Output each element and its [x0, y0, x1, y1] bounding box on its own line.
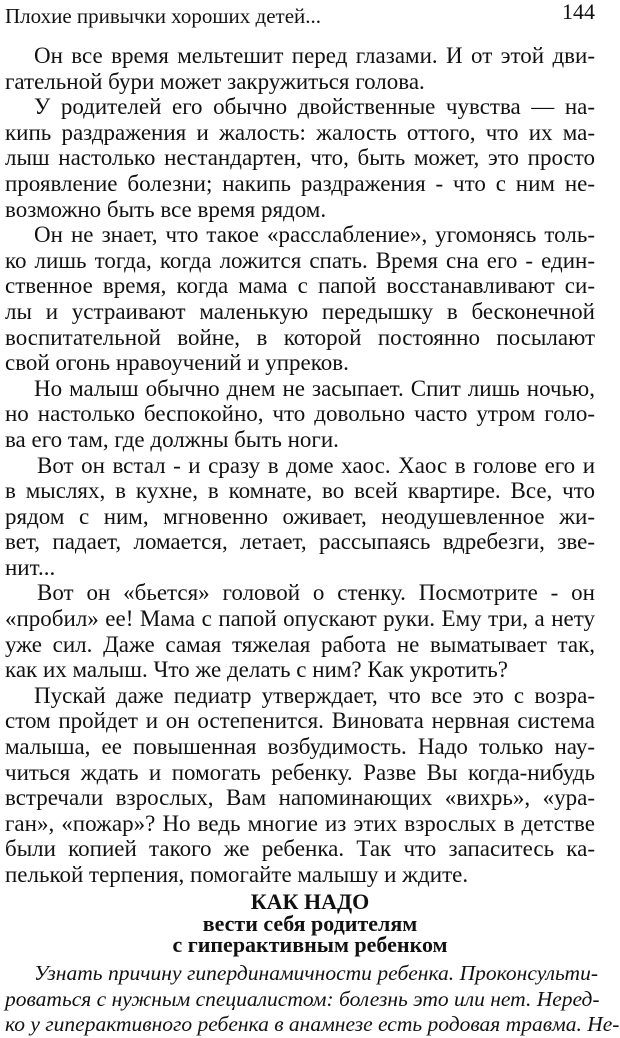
text-line: ко у гиперактивного ребенка в анамнезе есть родовая травма. Не- [5, 1012, 620, 1037]
text-line: возможно быть все время рядом. [5, 196, 327, 222]
section-heading-line-1: КАК НАДО [250, 889, 370, 914]
text-line: Вот он «бьется» головой о стенку. Посмотрите - он [37, 580, 595, 606]
text-line: малыша, ее повышенная возбудимость. Надо только нау- [5, 734, 595, 760]
paragraph-2 [5, 94, 595, 222]
text-line: лы и устраивают маленькую передышку в бесконечной [5, 298, 595, 324]
text-line: ственное время, когда мама с папой восстанавливают си- [5, 273, 595, 299]
text-line: встречали взрослых, Вам напоминающих «вихрь», «ура- [5, 785, 595, 811]
text-line: ко лишь тогда, когда ложится спать. Время сна его - един- [5, 247, 595, 273]
text-line: вет, падает, ломается, летает, рассыпаясь вдребезги, зве- [5, 529, 595, 555]
text-line: Узнать причину гипердинамичности ребенка. Проконсульти- [34, 961, 598, 985]
text-line: нит... [5, 554, 56, 580]
text-line: лыш настолько нестандартен, что, быть может, это просто [5, 145, 595, 171]
text-line: Он все время мельтешит перед глазами. И от этой дви- [34, 43, 595, 68]
text-line: ган», «пожар»? Но ведь многие из этих взрослых в детстве [5, 810, 595, 836]
text-line: как их малыш. Что же делать с ним? Как укротить? [5, 657, 508, 683]
text-line: Но малыш обычно днем не засыпает. Спит лишь ночью, [34, 375, 595, 401]
page-number: 144 [562, 0, 595, 24]
text-line: гательной бури может закружиться голова. [5, 68, 425, 94]
text-line: читься ждать и помогать ребенку. Разве Вы когда-нибудь [5, 759, 595, 785]
text-line: рядом с ним, мгновенно оживает, неодушевленное жи- [5, 503, 595, 529]
text-line: свой огонь нравоучений и упреков. [5, 350, 349, 376]
text-line: проявление болезни; накипь раздражения - что с ним не- [5, 170, 595, 196]
text-line: Вот он встал - и сразу в доме хаос. Хаос в голове его и [37, 452, 595, 478]
body-text [5, 43, 595, 888]
text-line: роваться с нужным специалистом: болезнь это или нет. Неред- [5, 986, 600, 1011]
italic-paragraph [5, 961, 620, 1038]
paragraph-5 [5, 453, 595, 581]
text-line: Он не знает, что такое «расслабление», угомонясь толь- [34, 222, 595, 248]
paragraph-1 [5, 43, 595, 94]
text-line: «пробил» ее! Мама с папой опускают руки. Ему три, а нету [5, 606, 595, 632]
text-line: пелькой терпения, помогайте малышу и ждите. [5, 862, 469, 887]
text-line: в мыслях, в кухне, в комнате, во всей квартире. Все, что [5, 478, 595, 504]
text-line: У родителей его обычно двойственные чувства — на- [34, 94, 595, 120]
text-line: были копией такого же ребенка. Так что запаситесь ка- [5, 836, 595, 862]
text-line: воспитательной войне, в которой постоянно посылают [5, 324, 595, 350]
text-line: но настолько беспокойно, что довольно часто утром голо- [5, 401, 595, 427]
text-line: кипь раздражения и жалость: жалость оттого, что их ма- [5, 119, 595, 145]
text-line: ва его там, где должны быть ноги. [5, 426, 339, 452]
paragraph-7 [5, 683, 595, 888]
running-title: Плохие привычки хороших детей... [5, 4, 322, 28]
text-line: стом пройдет и он остепенится. Виновата нервная система [5, 708, 595, 734]
text-line: уже сил. Даже самая тяжелая работа не выматывает так, [5, 631, 595, 657]
text-line: Пускай даже педиатр утверждает, что все это с возра- [34, 682, 595, 708]
section-heading-line-2: вести себя родителям [202, 911, 418, 936]
paragraph-6 [5, 580, 595, 682]
section-heading-line-3: с гиперактивным ребенком [172, 932, 448, 957]
paragraph-4 [5, 376, 595, 453]
paragraph-3 [5, 222, 595, 376]
